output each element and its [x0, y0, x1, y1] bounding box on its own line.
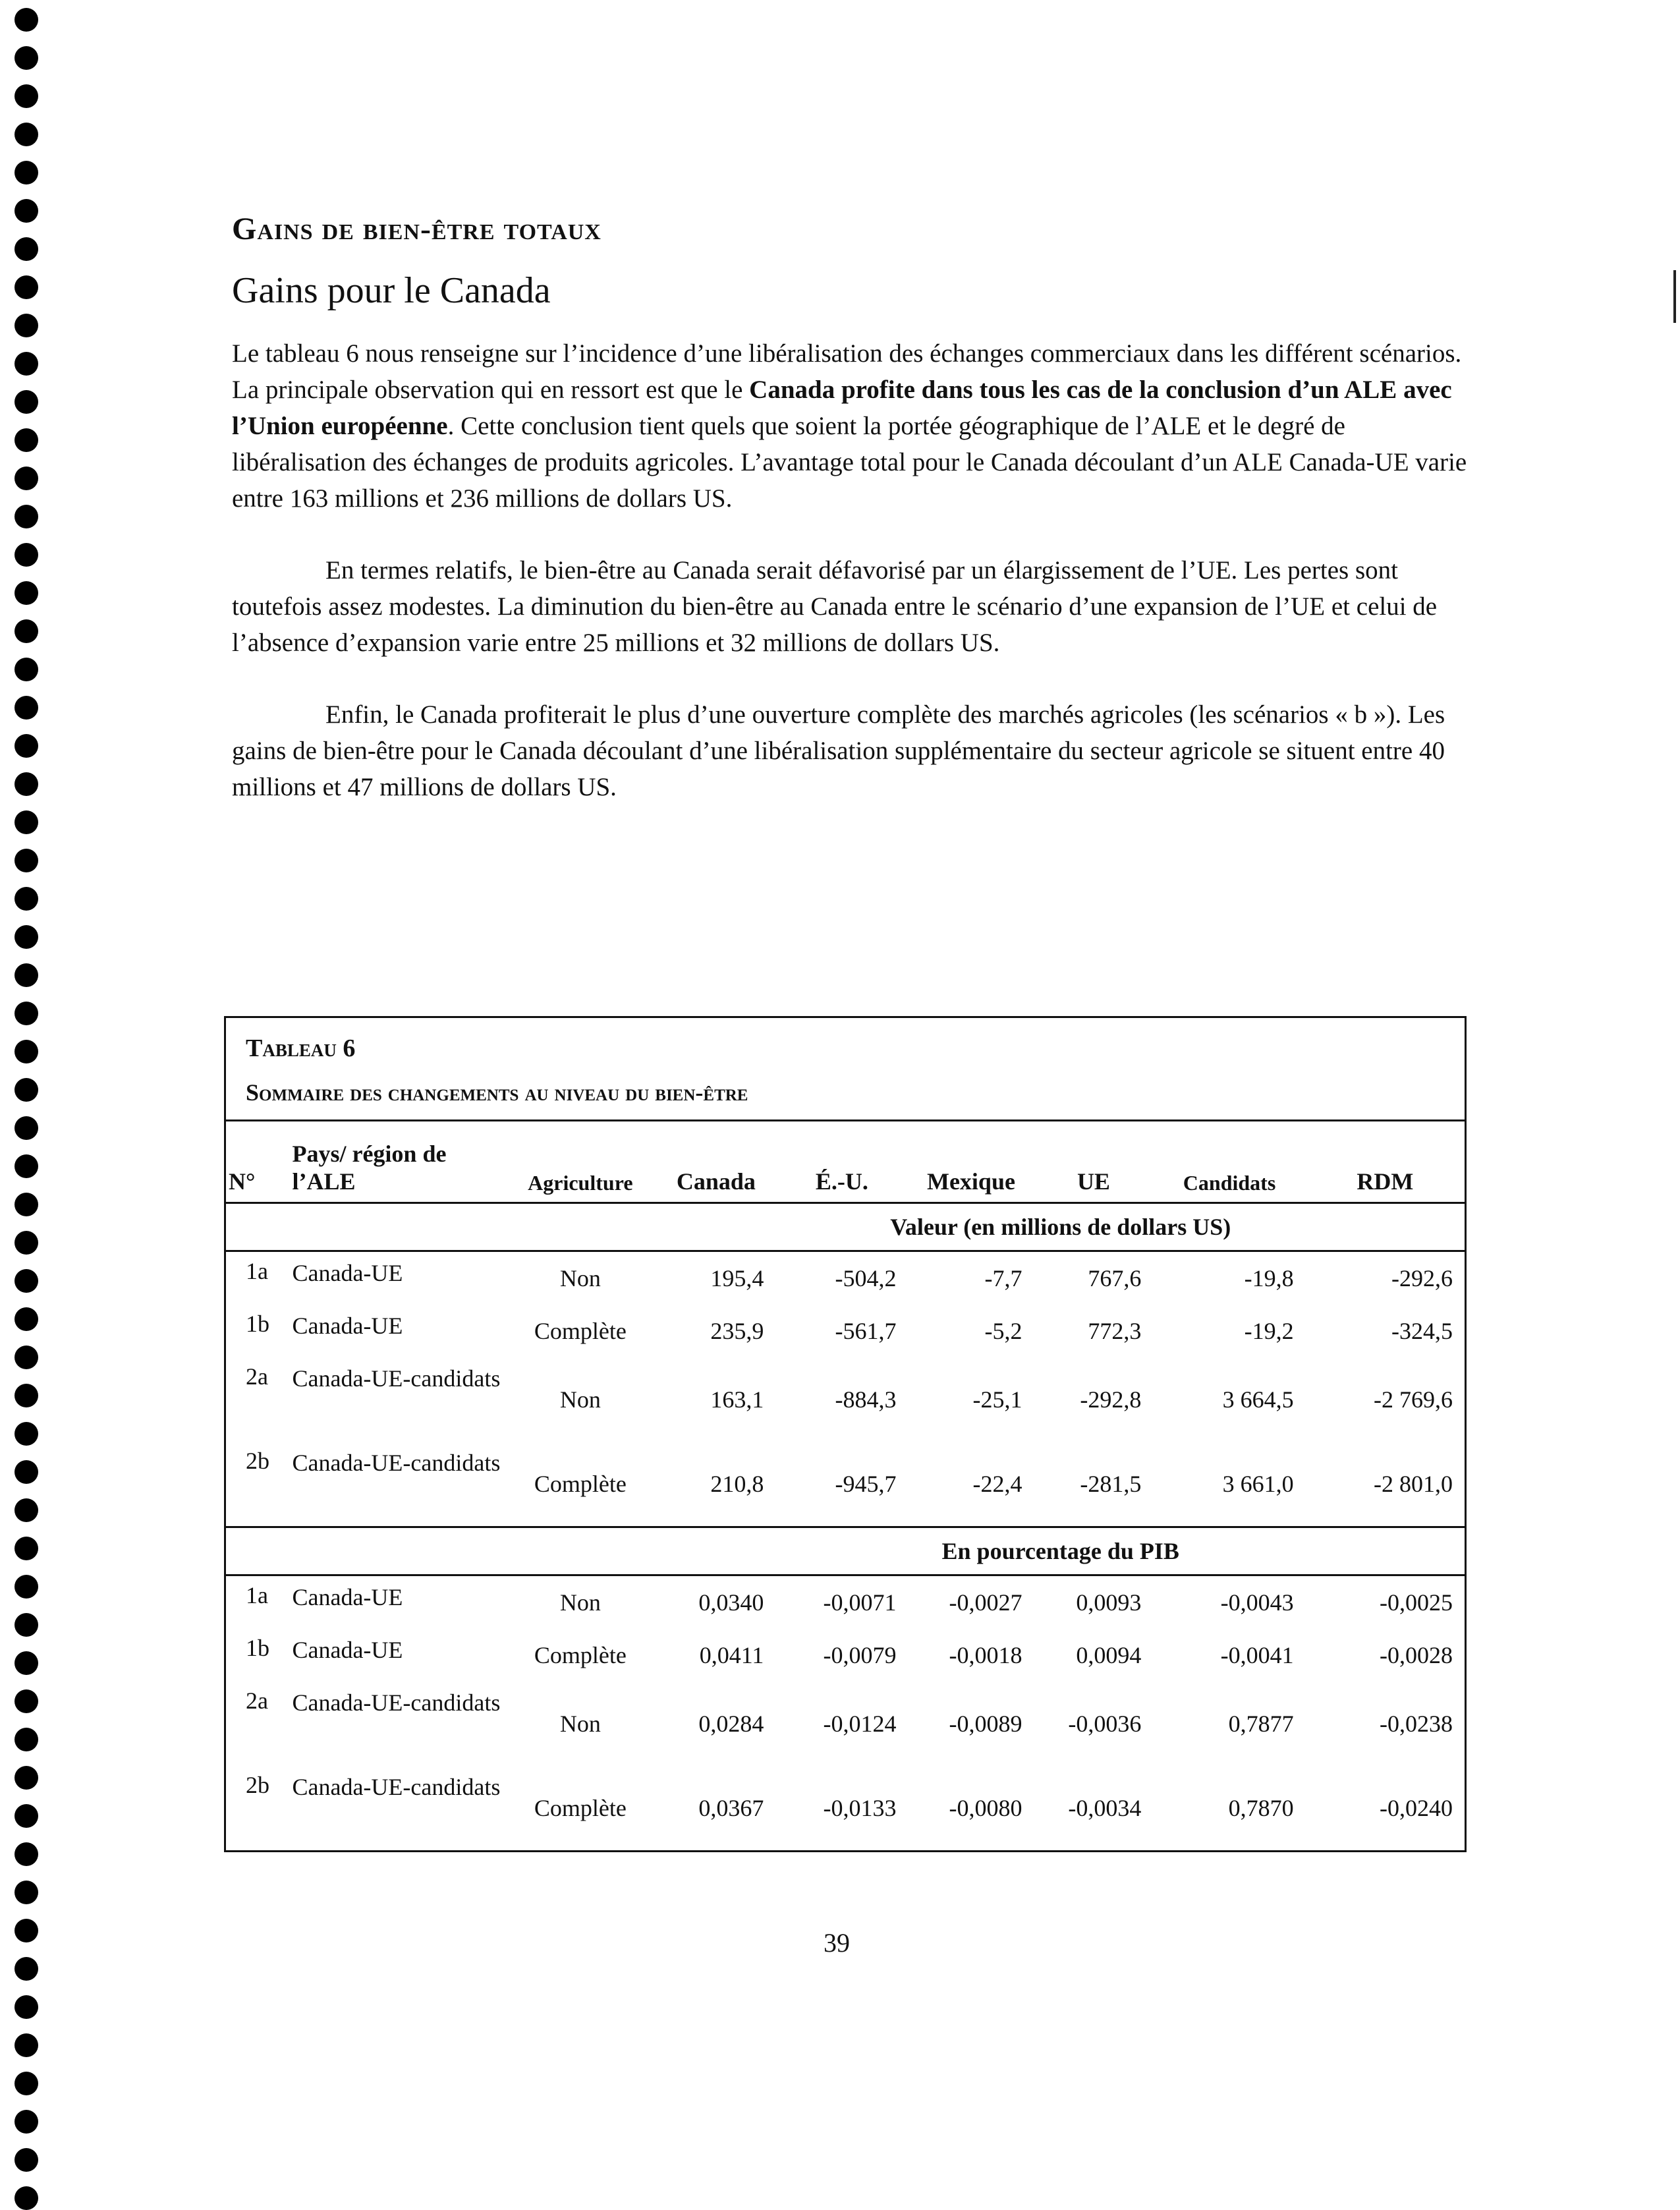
row-mexique: -5,2 [984, 1318, 1022, 1344]
binding-hole [14, 1728, 38, 1751]
row-region: Canada-UE-candidats [292, 1774, 501, 1800]
binding-hole [14, 1804, 38, 1828]
binding-hole [14, 772, 38, 796]
paragraph-1-part-a: Le tableau 6 nous renseigne sur l’incidence d’une libéralisation des échanges commerciaux dans les différent scénarios. La principale observation qui en ressort est que le [232, 339, 1462, 404]
row-agriculture: Complète [534, 1318, 627, 1344]
binding-hole [14, 352, 38, 376]
welfare-table [224, 1016, 1467, 1852]
row-ue: -0,0034 [1068, 1795, 1142, 1821]
binding-hole [14, 467, 38, 490]
binding-hole [14, 1881, 38, 1904]
binding-hole [14, 84, 38, 108]
binding-hole [14, 1957, 38, 1981]
binding-hole [14, 1002, 38, 1025]
binding-hole [14, 505, 38, 528]
table-heading [226, 1018, 1465, 1121]
row-region: Canada-UE [292, 1637, 403, 1663]
binding-hole [14, 1689, 38, 1713]
row-ue: -281,5 [1080, 1471, 1142, 1497]
section-header-pib-label: En pourcentage du PIB [656, 1527, 1465, 1575]
col-header-candidats: Candidats [1183, 1171, 1276, 1195]
row-region: Canada-UE-candidats [292, 1450, 501, 1476]
binding-hole [14, 1078, 38, 1102]
col-header-mexique: Mexique [926, 1168, 1015, 1195]
paragraph-1-part-b: . Cette conclusion tient quels que soient la portée géographique de l’ALE et le degré de libéralisation des échanges de produits agricoles. L’avantage total pour le Canada découlant d’un ALE Canada-UE varie entre 163 millions et 236 millions de dollars US. [232, 412, 1467, 513]
row-ue: -0,0036 [1068, 1711, 1142, 1737]
binding-hole [14, 2072, 38, 2095]
binding-hole [14, 1384, 38, 1407]
row-eu: -0,0124 [823, 1711, 897, 1737]
row-candidats: -0,0041 [1220, 1642, 1294, 1668]
row-mexique: -22,4 [972, 1471, 1022, 1497]
row-rdm: -0,0025 [1380, 1589, 1453, 1616]
col-header-rdm: RDM [1357, 1168, 1414, 1195]
col-header-canada: Canada [676, 1168, 756, 1195]
section-header-value-label: Valeur (en millions de dollars US) [656, 1203, 1465, 1251]
binding-hole [14, 1842, 38, 1866]
col-header-ue: UE [1077, 1168, 1110, 1195]
binding-hole [14, 1498, 38, 1522]
binding-hole [14, 1651, 38, 1675]
paragraph-1-bold: Canada profite dans tous les cas de la conclusion d’un ALE avec l’Union européenne [232, 376, 1452, 440]
binding-hole [14, 1307, 38, 1331]
row-id: 2a [246, 1687, 268, 1714]
binding-hole [14, 1269, 38, 1293]
table-row [226, 1357, 1465, 1442]
binding-hole [14, 1154, 38, 1178]
row-candidats: -0,0043 [1220, 1589, 1294, 1616]
row-rdm: -0,0240 [1380, 1795, 1453, 1821]
row-region: Canada-UE [292, 1584, 403, 1610]
row-mexique: -7,7 [984, 1265, 1022, 1291]
row-canada: 210,8 [710, 1471, 764, 1497]
table-caption: Sommaire des changements au niveau du bien-être [246, 1079, 748, 1106]
row-candidats: 3 661,0 [1222, 1471, 1294, 1497]
paragraph-3: Enfin, le Canada profiterait le plus d’une ouverture complète des marchés agricoles (les scénarios « b »). Les gains de bien-être pour le Canada découlant d’une libéralisation supplémentaire du secteur agricole se situent entre 40 millions et 47 millions de dollars US. [232, 700, 1445, 801]
binding-hole [14, 543, 38, 567]
row-agriculture: Non [559, 1711, 601, 1737]
col-header-agriculture: Agriculture [528, 1171, 633, 1195]
row-rdm: -0,0238 [1380, 1711, 1453, 1737]
binding-hole [14, 275, 38, 299]
row-ue: 0,0094 [1076, 1642, 1142, 1668]
binding-hole [14, 237, 38, 261]
table-row [226, 1766, 1465, 1850]
row-agriculture: Non [559, 1589, 601, 1616]
binding-hole [14, 581, 38, 605]
binding-hole [14, 1422, 38, 1446]
binding-hole [14, 390, 38, 414]
binding-hole [14, 2186, 38, 2210]
binding-hole [14, 314, 38, 337]
binding-hole [14, 2110, 38, 2134]
binding-hole [14, 734, 38, 758]
binding-hole [14, 696, 38, 720]
paragraph-1 [232, 335, 1470, 517]
binding-hole [14, 887, 38, 911]
column-header-row [226, 1121, 1465, 1203]
table-row [226, 1305, 1465, 1357]
table-row [226, 1629, 1465, 1682]
binding-hole [14, 199, 38, 223]
row-eu: -884,3 [835, 1386, 897, 1413]
binding-holes [14, 0, 41, 2199]
binding-hole [14, 2033, 38, 2057]
row-candidats: -19,2 [1244, 1318, 1294, 1344]
row-id: 1a [246, 1258, 268, 1284]
row-agriculture: Complète [534, 1642, 627, 1668]
row-candidats: 0,7877 [1228, 1711, 1294, 1737]
col-header-eu: É.-U. [815, 1168, 868, 1195]
row-id: 2a [246, 1363, 268, 1390]
row-mexique: -0,0080 [949, 1795, 1022, 1821]
row-region: Canada-UE-candidats [292, 1365, 501, 1392]
row-id: 1b [246, 1311, 269, 1337]
row-eu: -0,0133 [823, 1795, 897, 1821]
binding-hole [14, 1460, 38, 1484]
table-body [226, 1121, 1465, 1850]
table-row [226, 1575, 1465, 1629]
row-canada: 195,4 [710, 1265, 764, 1291]
row-agriculture: Non [559, 1265, 601, 1291]
table-row [226, 1682, 1465, 1766]
binding-hole [14, 1193, 38, 1216]
binding-hole [14, 2148, 38, 2172]
row-ue: 767,6 [1088, 1265, 1142, 1291]
row-agriculture: Complète [534, 1471, 627, 1497]
row-eu: -561,7 [835, 1318, 897, 1344]
row-eu: -945,7 [835, 1471, 897, 1497]
table-label: Tableau 6 [246, 1034, 356, 1062]
col-header-region: Pays/ région de l’ALE [292, 1141, 447, 1195]
row-agriculture: Non [559, 1386, 601, 1413]
binding-hole [14, 1766, 38, 1790]
row-region: Canada-UE-candidats [292, 1689, 501, 1716]
row-id: 2b [246, 1772, 269, 1798]
row-candidats: 3 664,5 [1222, 1386, 1294, 1413]
row-agriculture: Complète [534, 1795, 627, 1821]
binding-hole [14, 1537, 38, 1560]
row-canada: 0,0411 [699, 1642, 764, 1668]
page-number: 39 [824, 1928, 850, 1958]
table-row [226, 1442, 1465, 1527]
row-rdm: -2 769,6 [1374, 1386, 1453, 1413]
binding-hole [14, 1575, 38, 1599]
row-canada: 235,9 [710, 1318, 764, 1344]
row-mexique: -25,1 [972, 1386, 1022, 1413]
row-rdm: -2 801,0 [1374, 1471, 1453, 1497]
row-ue: -292,8 [1080, 1386, 1142, 1413]
col-header-no: N° [229, 1168, 256, 1195]
row-candidats: 0,7870 [1228, 1795, 1294, 1821]
row-rdm: -292,6 [1391, 1265, 1453, 1291]
binding-hole [14, 658, 38, 681]
binding-hole [14, 963, 38, 987]
row-candidats: -19,8 [1244, 1265, 1294, 1291]
binding-hole [14, 8, 38, 32]
page-body [232, 211, 1470, 841]
binding-hole [14, 1613, 38, 1637]
row-canada: 0,0367 [698, 1795, 764, 1821]
row-id: 1b [246, 1635, 269, 1661]
paragraph-2: En termes relatifs, le bien-être au Canada serait défavorisé par un élargissement de l’UE. Les pertes sont toutefois assez modestes. La diminution du bien-être au Canada entre le scénario d’une expansion de l’UE et celui de l’absence d’expansion varie entre 25 millions et 32 millions de dollars US. [232, 556, 1438, 657]
row-region: Canada-UE [292, 1260, 403, 1286]
binding-hole [14, 46, 38, 70]
row-rdm: -0,0028 [1380, 1642, 1453, 1668]
table-row [226, 1251, 1465, 1305]
row-ue: 772,3 [1088, 1318, 1142, 1344]
row-id: 1a [246, 1582, 268, 1608]
row-eu: -504,2 [835, 1265, 897, 1291]
binding-hole [14, 123, 38, 146]
row-canada: 0,0340 [698, 1589, 764, 1616]
subtitle: Gains pour le Canada [232, 270, 551, 311]
row-mexique: -0,0089 [949, 1711, 1022, 1737]
row-canada: 0,0284 [698, 1711, 764, 1737]
row-id: 2b [246, 1448, 269, 1474]
binding-hole [14, 925, 38, 949]
scan-edge-mark [1673, 270, 1676, 323]
binding-hole [14, 1919, 38, 1942]
row-eu: -0,0079 [823, 1642, 897, 1668]
binding-hole [14, 1346, 38, 1369]
row-eu: -0,0071 [823, 1589, 897, 1616]
binding-hole [14, 1040, 38, 1063]
binding-hole [14, 1116, 38, 1140]
binding-hole [14, 1995, 38, 2019]
section-header-value [226, 1203, 1465, 1251]
binding-hole [14, 428, 38, 452]
row-ue: 0,0093 [1076, 1589, 1142, 1616]
row-mexique: -0,0027 [949, 1589, 1022, 1616]
binding-hole [14, 161, 38, 184]
binding-hole [14, 1231, 38, 1255]
binding-hole [14, 619, 38, 643]
row-mexique: -0,0018 [949, 1642, 1022, 1668]
row-canada: 163,1 [710, 1386, 764, 1413]
binding-hole [14, 849, 38, 872]
row-rdm: -324,5 [1391, 1318, 1453, 1344]
section-header-pib [226, 1527, 1465, 1575]
binding-hole [14, 810, 38, 834]
section-title: Gains de bien-être totaux [232, 212, 602, 246]
row-region: Canada-UE [292, 1313, 403, 1339]
